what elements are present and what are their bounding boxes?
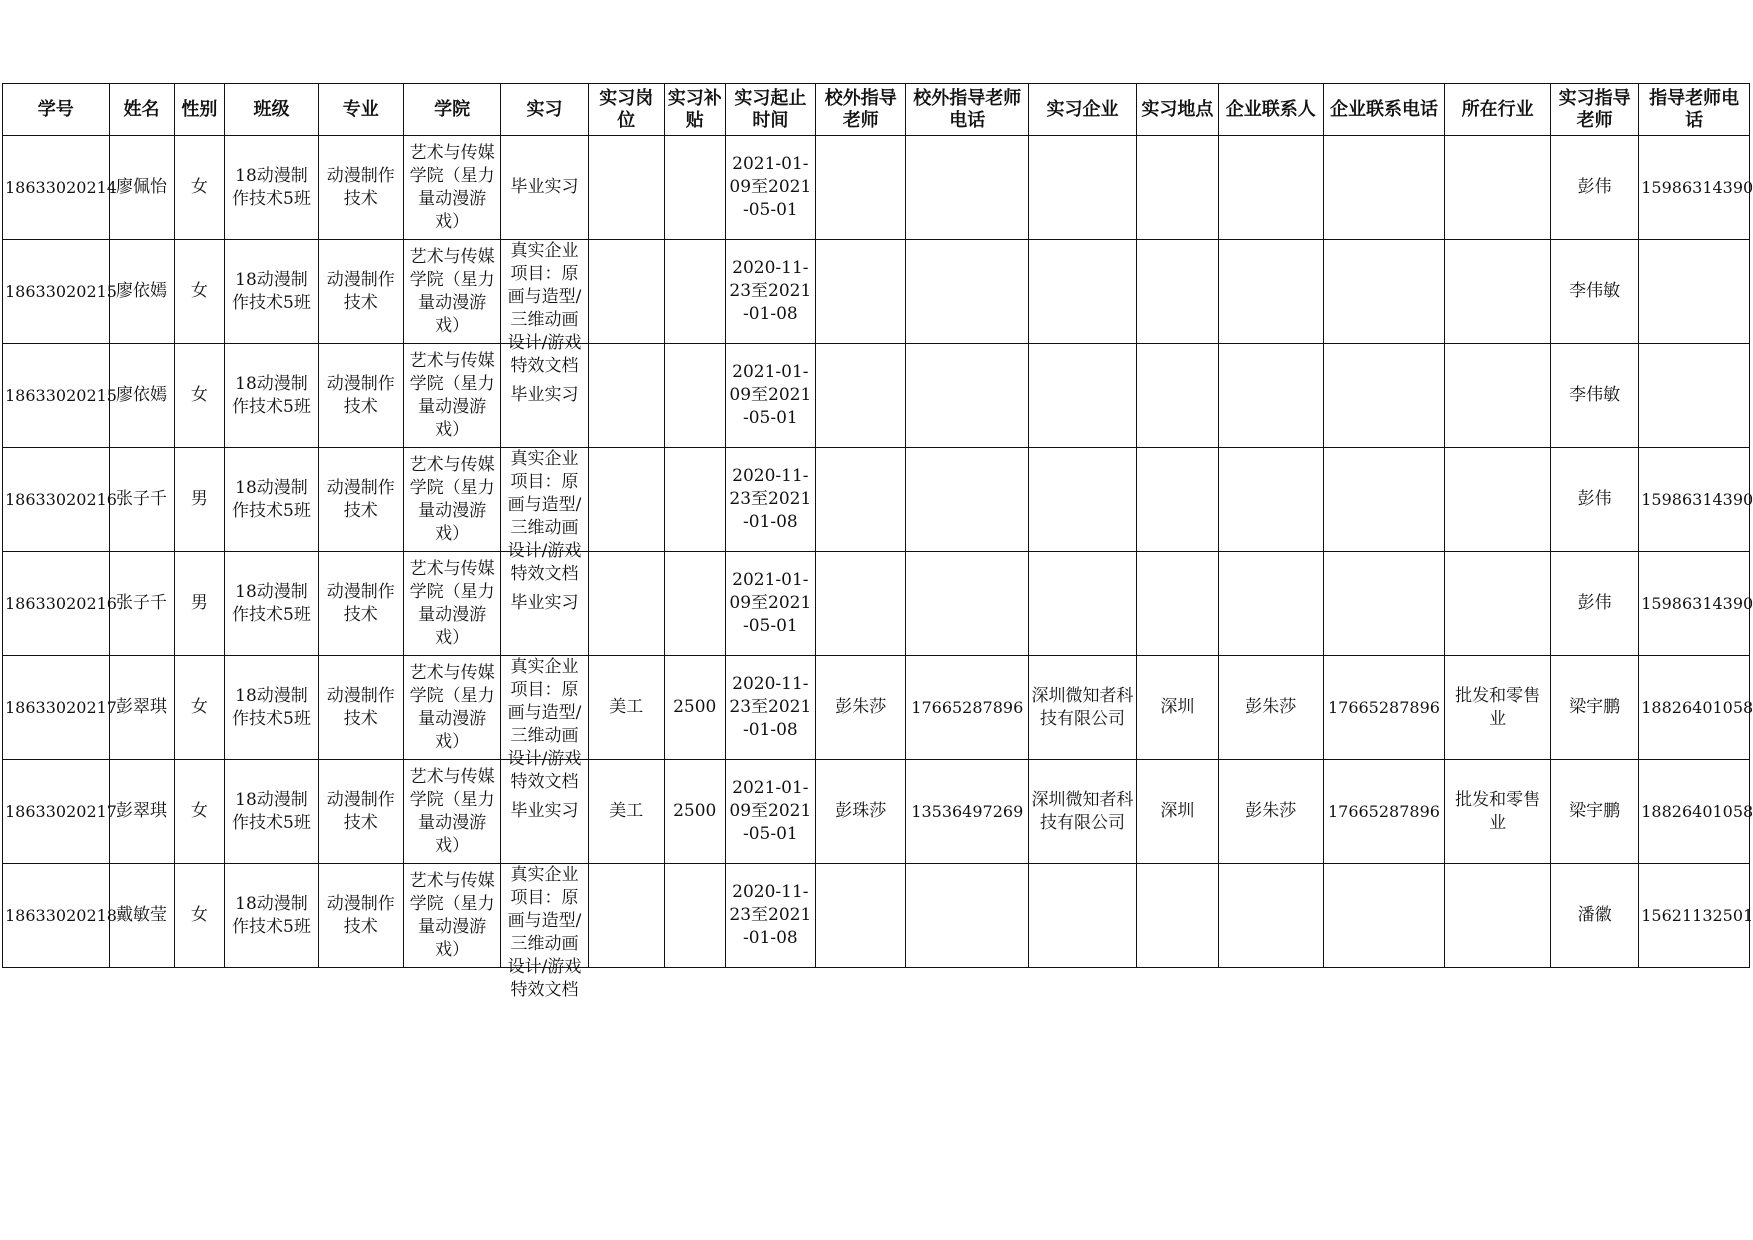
cell-teacher: 彭伟: [1550, 136, 1638, 240]
cell-ext-teacher-phone: 13536497269: [906, 760, 1029, 864]
cell-teacher: 彭伟: [1550, 552, 1638, 656]
cell-gender: 女: [174, 760, 225, 864]
cell-major: 动漫制作技术: [318, 552, 403, 656]
cell-name: 张子千: [109, 552, 174, 656]
cell-ext-teacher: [816, 240, 906, 344]
cell-subsidy: 2500: [664, 760, 725, 864]
header-ext-teacher-phone: 校外指导老师电话: [906, 84, 1029, 136]
cell-class: 18动漫制作技术5班: [225, 136, 318, 240]
cell-period: 2020-11-23至2021-01-08: [725, 240, 815, 344]
cell-internship: 毕业实习: [501, 552, 588, 656]
cell-period: 2020-11-23至2021-01-08: [725, 656, 815, 760]
cell-internship: 真实企业项目：原画与造型/三维动画设计/游戏特效文档: [501, 240, 588, 344]
internship-table: [2, 83, 1753, 1000]
cell-gender: 男: [174, 552, 225, 656]
cell-name: 彭翠琪: [109, 656, 174, 760]
cell-company-contact: [1219, 344, 1324, 448]
cell-subsidy: [664, 552, 725, 656]
cell-student-id: 18633020215: [3, 240, 110, 344]
cell-teacher-phone: 15986314390: [1639, 136, 1750, 240]
table-row: [3, 760, 1750, 864]
cell-gender: 女: [174, 240, 225, 344]
header-class: 班级: [225, 84, 318, 136]
cell-student-id: 18633020218: [3, 864, 110, 968]
cell-industry: [1445, 240, 1551, 344]
cell-ext-teacher-phone: [906, 240, 1029, 344]
cell-subsidy: 2500: [664, 656, 725, 760]
cell-college: 艺术与传媒学院（星力量动漫游戏）: [403, 136, 500, 240]
cell-ext-teacher-phone: 17665287896: [906, 656, 1029, 760]
cell-name: 廖依嫣: [109, 240, 174, 344]
cell-gender: 女: [174, 864, 225, 968]
cell-location: [1136, 552, 1218, 656]
cell-period: 2020-11-23至2021-01-08: [725, 864, 815, 968]
cell-company-phone: [1323, 448, 1445, 552]
cell-industry: [1445, 344, 1551, 448]
cell-teacher-phone: 15986314390: [1639, 448, 1750, 552]
cell-industry: [1445, 552, 1551, 656]
cell-major: 动漫制作技术: [318, 136, 403, 240]
cell-class: 18动漫制作技术5班: [225, 760, 318, 864]
cell-location: 深圳: [1136, 760, 1218, 864]
cell-location: [1136, 136, 1218, 240]
cell-college: 艺术与传媒学院（星力量动漫游戏）: [403, 448, 500, 552]
cell-company-contact: [1219, 864, 1324, 968]
cell-company: 深圳微知者科技有限公司: [1029, 656, 1137, 760]
cell-subsidy: [664, 344, 725, 448]
cell-ext-teacher: [816, 136, 906, 240]
cell-ext-teacher: [816, 344, 906, 448]
cell-major: 动漫制作技术: [318, 344, 403, 448]
cell-teacher-phone: [1639, 240, 1750, 344]
header-industry: 所在行业: [1445, 84, 1551, 136]
cell-internship: 真实企业项目：原画与造型/三维动画设计/游戏特效文档: [501, 864, 588, 968]
cell-period: 2021-01-09至2021-05-01: [725, 136, 815, 240]
header-name: 姓名: [109, 84, 174, 136]
cell-subsidy: [664, 240, 725, 344]
cell-ext-teacher-phone: [906, 344, 1029, 448]
table-row: [3, 552, 1750, 656]
table-row: [3, 240, 1750, 344]
cell-name: 彭翠琪: [109, 760, 174, 864]
header-gender: 性别: [174, 84, 225, 136]
cell-internship: 毕业实习: [501, 344, 588, 448]
header-company-contact: 企业联系人: [1219, 84, 1324, 136]
cell-ext-teacher: 彭朱莎: [816, 656, 906, 760]
table-row: [3, 448, 1750, 552]
cell-class: 18动漫制作技术5班: [225, 448, 318, 552]
cell-ext-teacher-phone: [906, 864, 1029, 968]
cell-teacher: 彭伟: [1550, 448, 1638, 552]
cell-post: 美工: [588, 656, 664, 760]
table-row: [3, 136, 1750, 240]
cell-teacher: 李伟敏: [1550, 240, 1638, 344]
cell-company-phone: [1323, 552, 1445, 656]
header-student-id: 学号: [3, 84, 110, 136]
cell-internship: 毕业实习: [501, 136, 588, 240]
cell-location: [1136, 344, 1218, 448]
cell-student-id: 18633020216: [3, 448, 110, 552]
cell-class: 18动漫制作技术5班: [225, 864, 318, 968]
cell-subsidy: [664, 136, 725, 240]
cell-company: [1029, 240, 1137, 344]
cell-gender: 女: [174, 344, 225, 448]
cell-company: [1029, 864, 1137, 968]
header-row: [3, 84, 1750, 136]
table-row: [3, 656, 1750, 760]
cell-company-phone: 17665287896: [1323, 760, 1445, 864]
cell-name: 戴敏莹: [109, 864, 174, 968]
cell-period: 2021-01-09至2021-05-01: [725, 552, 815, 656]
cell-company-phone: [1323, 344, 1445, 448]
cell-teacher: 李伟敏: [1550, 344, 1638, 448]
cell-gender: 女: [174, 136, 225, 240]
header-internship: 实习: [501, 84, 588, 136]
cell-period: 2020-11-23至2021-01-08: [725, 448, 815, 552]
cell-company-contact: 彭朱莎: [1219, 760, 1324, 864]
cell-class: 18动漫制作技术5班: [225, 552, 318, 656]
cell-gender: 男: [174, 448, 225, 552]
cell-post: [588, 240, 664, 344]
header-company: 实习企业: [1029, 84, 1137, 136]
cell-company-contact: [1219, 240, 1324, 344]
cell-post: [588, 552, 664, 656]
cell-class: 18动漫制作技术5班: [225, 656, 318, 760]
cell-industry: [1445, 864, 1551, 968]
cell-teacher-phone: 18826401058: [1639, 760, 1750, 864]
header-period: 实习起止时间: [725, 84, 815, 136]
cell-teacher: 潘徽: [1550, 864, 1638, 968]
cell-teacher-phone: 15621132501: [1639, 864, 1750, 968]
cell-company: [1029, 448, 1137, 552]
cell-teacher: 梁宇鹏: [1550, 656, 1638, 760]
cell-college: 艺术与传媒学院（星力量动漫游戏）: [403, 552, 500, 656]
cell-major: 动漫制作技术: [318, 240, 403, 344]
header-teacher: 实习指导老师: [1550, 84, 1638, 136]
cell-ext-teacher: [816, 448, 906, 552]
cell-period: 2021-01-09至2021-05-01: [725, 760, 815, 864]
cell-post: 美工: [588, 760, 664, 864]
cell-company-contact: [1219, 136, 1324, 240]
cell-class: 18动漫制作技术5班: [225, 240, 318, 344]
cell-ext-teacher: 彭珠莎: [816, 760, 906, 864]
header-major: 专业: [318, 84, 403, 136]
header-company-phone: 企业联系电话: [1323, 84, 1445, 136]
cell-post: [588, 864, 664, 968]
cell-location: 深圳: [1136, 656, 1218, 760]
cell-subsidy: [664, 448, 725, 552]
cell-teacher-phone: 15986314390: [1639, 552, 1750, 656]
cell-major: 动漫制作技术: [318, 864, 403, 968]
cell-internship: 毕业实习: [501, 760, 588, 864]
cell-major: 动漫制作技术: [318, 656, 403, 760]
header-teacher-phone: 指导老师电话: [1639, 84, 1750, 136]
header-ext-teacher: 校外指导老师: [816, 84, 906, 136]
cell-company-contact: [1219, 552, 1324, 656]
cell-student-id: 18633020217: [3, 656, 110, 760]
table-row: [3, 344, 1750, 448]
cell-college: 艺术与传媒学院（星力量动漫游戏）: [403, 240, 500, 344]
cell-industry: [1445, 136, 1551, 240]
cell-college: 艺术与传媒学院（星力量动漫游戏）: [403, 864, 500, 968]
cell-industry: 批发和零售业: [1445, 760, 1551, 864]
cell-location: [1136, 240, 1218, 344]
cell-period: 2021-01-09至2021-05-01: [725, 344, 815, 448]
cell-ext-teacher-phone: [906, 448, 1029, 552]
cell-company-phone: 17665287896: [1323, 656, 1445, 760]
cell-post: [588, 136, 664, 240]
cell-location: [1136, 864, 1218, 968]
header-location: 实习地点: [1136, 84, 1218, 136]
cell-industry: [1445, 448, 1551, 552]
cell-teacher-phone: [1639, 344, 1750, 448]
cell-major: 动漫制作技术: [318, 448, 403, 552]
cell-ext-teacher-phone: [906, 136, 1029, 240]
cell-company-phone: [1323, 864, 1445, 968]
header-subsidy: 实习补贴: [664, 84, 725, 136]
table-row: [3, 864, 1750, 968]
cell-major: 动漫制作技术: [318, 760, 403, 864]
cell-college: 艺术与传媒学院（星力量动漫游戏）: [403, 656, 500, 760]
cell-industry: 批发和零售业: [1445, 656, 1551, 760]
cell-college: 艺术与传媒学院（星力量动漫游戏）: [403, 760, 500, 864]
cell-company-phone: [1323, 240, 1445, 344]
cell-location: [1136, 448, 1218, 552]
cell-name: 廖佩怡: [109, 136, 174, 240]
cell-company-phone: [1323, 136, 1445, 240]
cell-post: [588, 448, 664, 552]
cell-company: [1029, 136, 1137, 240]
cell-company-contact: 彭朱莎: [1219, 656, 1324, 760]
cell-name: 廖依嫣: [109, 344, 174, 448]
cell-ext-teacher: [816, 552, 906, 656]
header-post: 实习岗位: [588, 84, 664, 136]
cell-company-contact: [1219, 448, 1324, 552]
cell-class: 18动漫制作技术5班: [225, 344, 318, 448]
cell-internship: 真实企业项目：原画与造型/三维动画设计/游戏特效文档: [501, 448, 588, 552]
cell-student-id: 18633020217: [3, 760, 110, 864]
cell-company: [1029, 344, 1137, 448]
cell-student-id: 18633020215: [3, 344, 110, 448]
cell-student-id: 18633020214: [3, 136, 110, 240]
cell-ext-teacher: [816, 864, 906, 968]
cell-subsidy: [664, 864, 725, 968]
cell-ext-teacher-phone: [906, 552, 1029, 656]
cell-internship: 真实企业项目：原画与造型/三维动画设计/游戏特效文档: [501, 656, 588, 760]
cell-teacher: 梁宇鹏: [1550, 760, 1638, 864]
cell-college: 艺术与传媒学院（星力量动漫游戏）: [403, 344, 500, 448]
cell-student-id: 18633020216: [3, 552, 110, 656]
cell-post: [588, 344, 664, 448]
cell-company: 深圳微知者科技有限公司: [1029, 760, 1137, 864]
header-college: 学院: [403, 84, 500, 136]
cell-gender: 女: [174, 656, 225, 760]
cell-name: 张子千: [109, 448, 174, 552]
cell-company: [1029, 552, 1137, 656]
cell-teacher-phone: 18826401058: [1639, 656, 1750, 760]
